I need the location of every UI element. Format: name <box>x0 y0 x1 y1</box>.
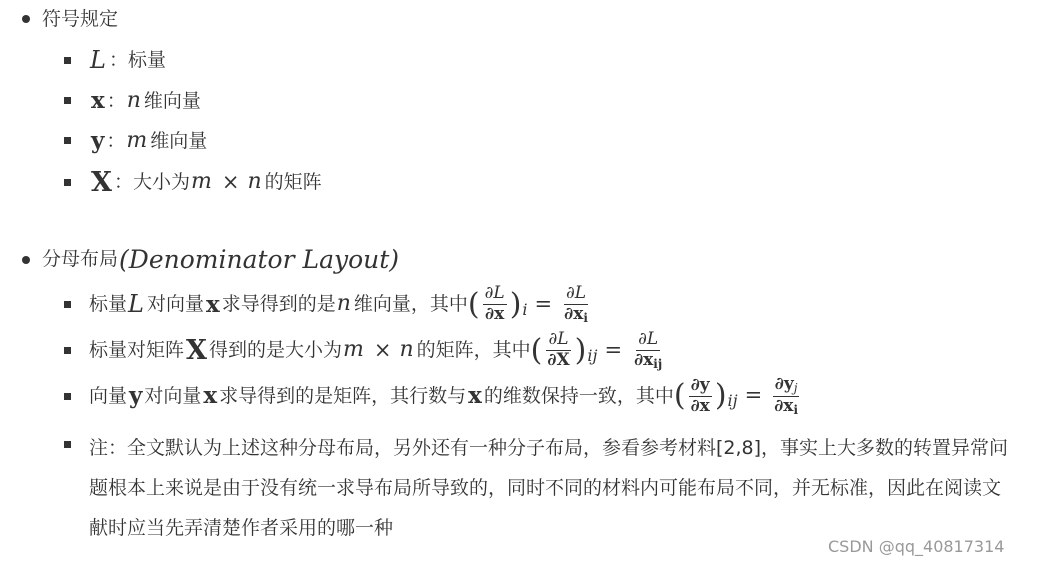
layout-item-scalar-matrix <box>64 331 667 370</box>
equals-operator: = <box>534 292 553 317</box>
numerator-subscript: j <box>793 381 798 395</box>
bullet-square-icon <box>64 301 71 308</box>
layout-note-item <box>64 428 1019 548</box>
left-paren: ( <box>530 332 543 368</box>
equals-operator: = <box>604 338 623 363</box>
notation-item-vector-y <box>64 126 207 156</box>
layout-heading-math: (Denominator Layout) <box>119 245 400 274</box>
bullet-disc-icon <box>22 15 30 23</box>
math-symbol: X <box>91 167 112 198</box>
times-operator: × <box>221 169 240 194</box>
notation-item-vector-x <box>64 86 201 116</box>
math-variable: m <box>342 337 364 363</box>
math-variable: m <box>126 127 148 153</box>
fraction-numerator: ∂y <box>690 374 710 395</box>
text: 对向量 <box>144 384 202 407</box>
fraction-denominator <box>772 397 800 417</box>
text: 标量 <box>89 293 128 316</box>
times-operator: × <box>373 338 392 363</box>
fraction-rhs <box>562 285 590 324</box>
subscript: i <box>522 299 528 319</box>
bullet-square-icon <box>64 97 71 104</box>
notation-item-scalar <box>64 45 166 76</box>
fraction-lhs <box>689 374 712 416</box>
fraction-denominator <box>562 305 590 325</box>
notation-item-matrix <box>64 165 322 200</box>
text: 求导得到的是矩阵，其行数与 <box>219 384 467 407</box>
math-symbol: y <box>129 382 143 410</box>
separator: ： <box>108 49 128 72</box>
fraction-denominator: ∂x <box>690 395 710 416</box>
denominator-symbol: ∂x <box>564 303 584 324</box>
separator: ： <box>113 171 133 194</box>
separator: ： <box>106 129 126 152</box>
math-variable: n <box>126 87 141 113</box>
fraction-denominator: ∂x <box>485 304 505 325</box>
right-paren: ) <box>509 286 522 322</box>
description: 大小为 <box>132 171 190 194</box>
bullet-disc-icon <box>22 256 30 264</box>
layout-item-scalar-vector <box>64 285 593 324</box>
bullet-square-icon <box>64 137 71 144</box>
description: 维向量 <box>150 129 208 152</box>
text: 得到的是大小为 <box>208 339 342 362</box>
fraction-numerator: ∂L <box>484 283 505 304</box>
denominator-symbol: ∂x <box>634 349 654 370</box>
notation-heading-row <box>22 8 118 31</box>
subscript: ij <box>587 345 598 365</box>
fraction-numerator: ∂L <box>566 283 587 303</box>
text: 求导得到的是 <box>221 293 336 316</box>
math-variable: n <box>336 291 351 317</box>
layout-item-vector-vector <box>64 376 803 416</box>
fraction-numerator <box>773 376 800 397</box>
bullet-square-icon <box>64 393 71 400</box>
right-paren: ) <box>574 332 587 368</box>
description: 维向量 <box>143 89 201 112</box>
right-paren: ) <box>714 378 727 414</box>
fraction-numerator: ∂L <box>638 329 659 349</box>
left-paren: ( <box>467 286 480 322</box>
equals-operator: = <box>744 383 763 408</box>
math-symbol: y <box>91 127 105 154</box>
fraction-rhs <box>772 376 800 416</box>
layout-heading-row <box>22 245 402 274</box>
fraction-denominator: ∂X <box>547 350 570 371</box>
text: 标量对矩阵 <box>89 339 185 362</box>
fraction-lhs <box>545 331 571 370</box>
text: 对向量 <box>146 293 204 316</box>
bullet-square-icon <box>64 441 71 448</box>
layout-note-text: 注：全文默认为上述这种分母布局，另外还有一种分子布局，参看参考材料[2,8]，事实上大多数的转置异常问题根本上来说是由于没有统一求导布局所导致的，同时不同的材料内可能布局不同，并无标准，因此在阅读文献时应当先弄清楚作者采用的哪一种 <box>89 437 1009 539</box>
subscript: ij <box>727 391 738 411</box>
description: 标量 <box>127 49 166 72</box>
left-paren: ( <box>673 378 686 414</box>
description: 的矩阵 <box>264 171 322 194</box>
math-symbol: x <box>205 290 220 318</box>
denominator-subscript: i <box>583 310 588 325</box>
fraction-denominator <box>632 351 664 371</box>
numerator-symbol: ∂y <box>774 374 794 394</box>
math-symbol: L <box>90 46 106 74</box>
text: 向量 <box>89 384 128 407</box>
layout-heading: 分母布局 <box>42 248 119 271</box>
notation-heading: 符号规定 <box>42 8 119 30</box>
fraction-numerator: ∂L <box>548 329 569 350</box>
denominator-subscript: ij <box>653 356 663 371</box>
bullet-square-icon <box>64 57 71 64</box>
text: 的维数保持一致，其中 <box>483 384 674 407</box>
fraction-lhs <box>483 285 507 324</box>
math-symbol: L <box>128 290 144 319</box>
denominator-symbol: ∂x <box>774 395 794 416</box>
bullet-square-icon <box>64 179 71 186</box>
watermark: CSDN @qq_40817314 <box>828 537 1005 556</box>
fraction-rhs <box>632 331 664 370</box>
math-symbol: x <box>203 382 218 410</box>
text: 维向量，其中 <box>353 293 468 316</box>
separator: ： <box>106 89 126 112</box>
text: 的矩阵，其中 <box>416 339 531 362</box>
bullet-square-icon <box>64 347 71 354</box>
math-symbol: x <box>468 382 482 410</box>
math-symbol: X <box>186 335 207 367</box>
math-variable: m <box>190 169 212 195</box>
denominator-subscript: i <box>793 402 798 417</box>
math-symbol: x <box>91 87 105 114</box>
math-variable: n <box>247 169 262 195</box>
math-variable: n <box>399 337 414 363</box>
